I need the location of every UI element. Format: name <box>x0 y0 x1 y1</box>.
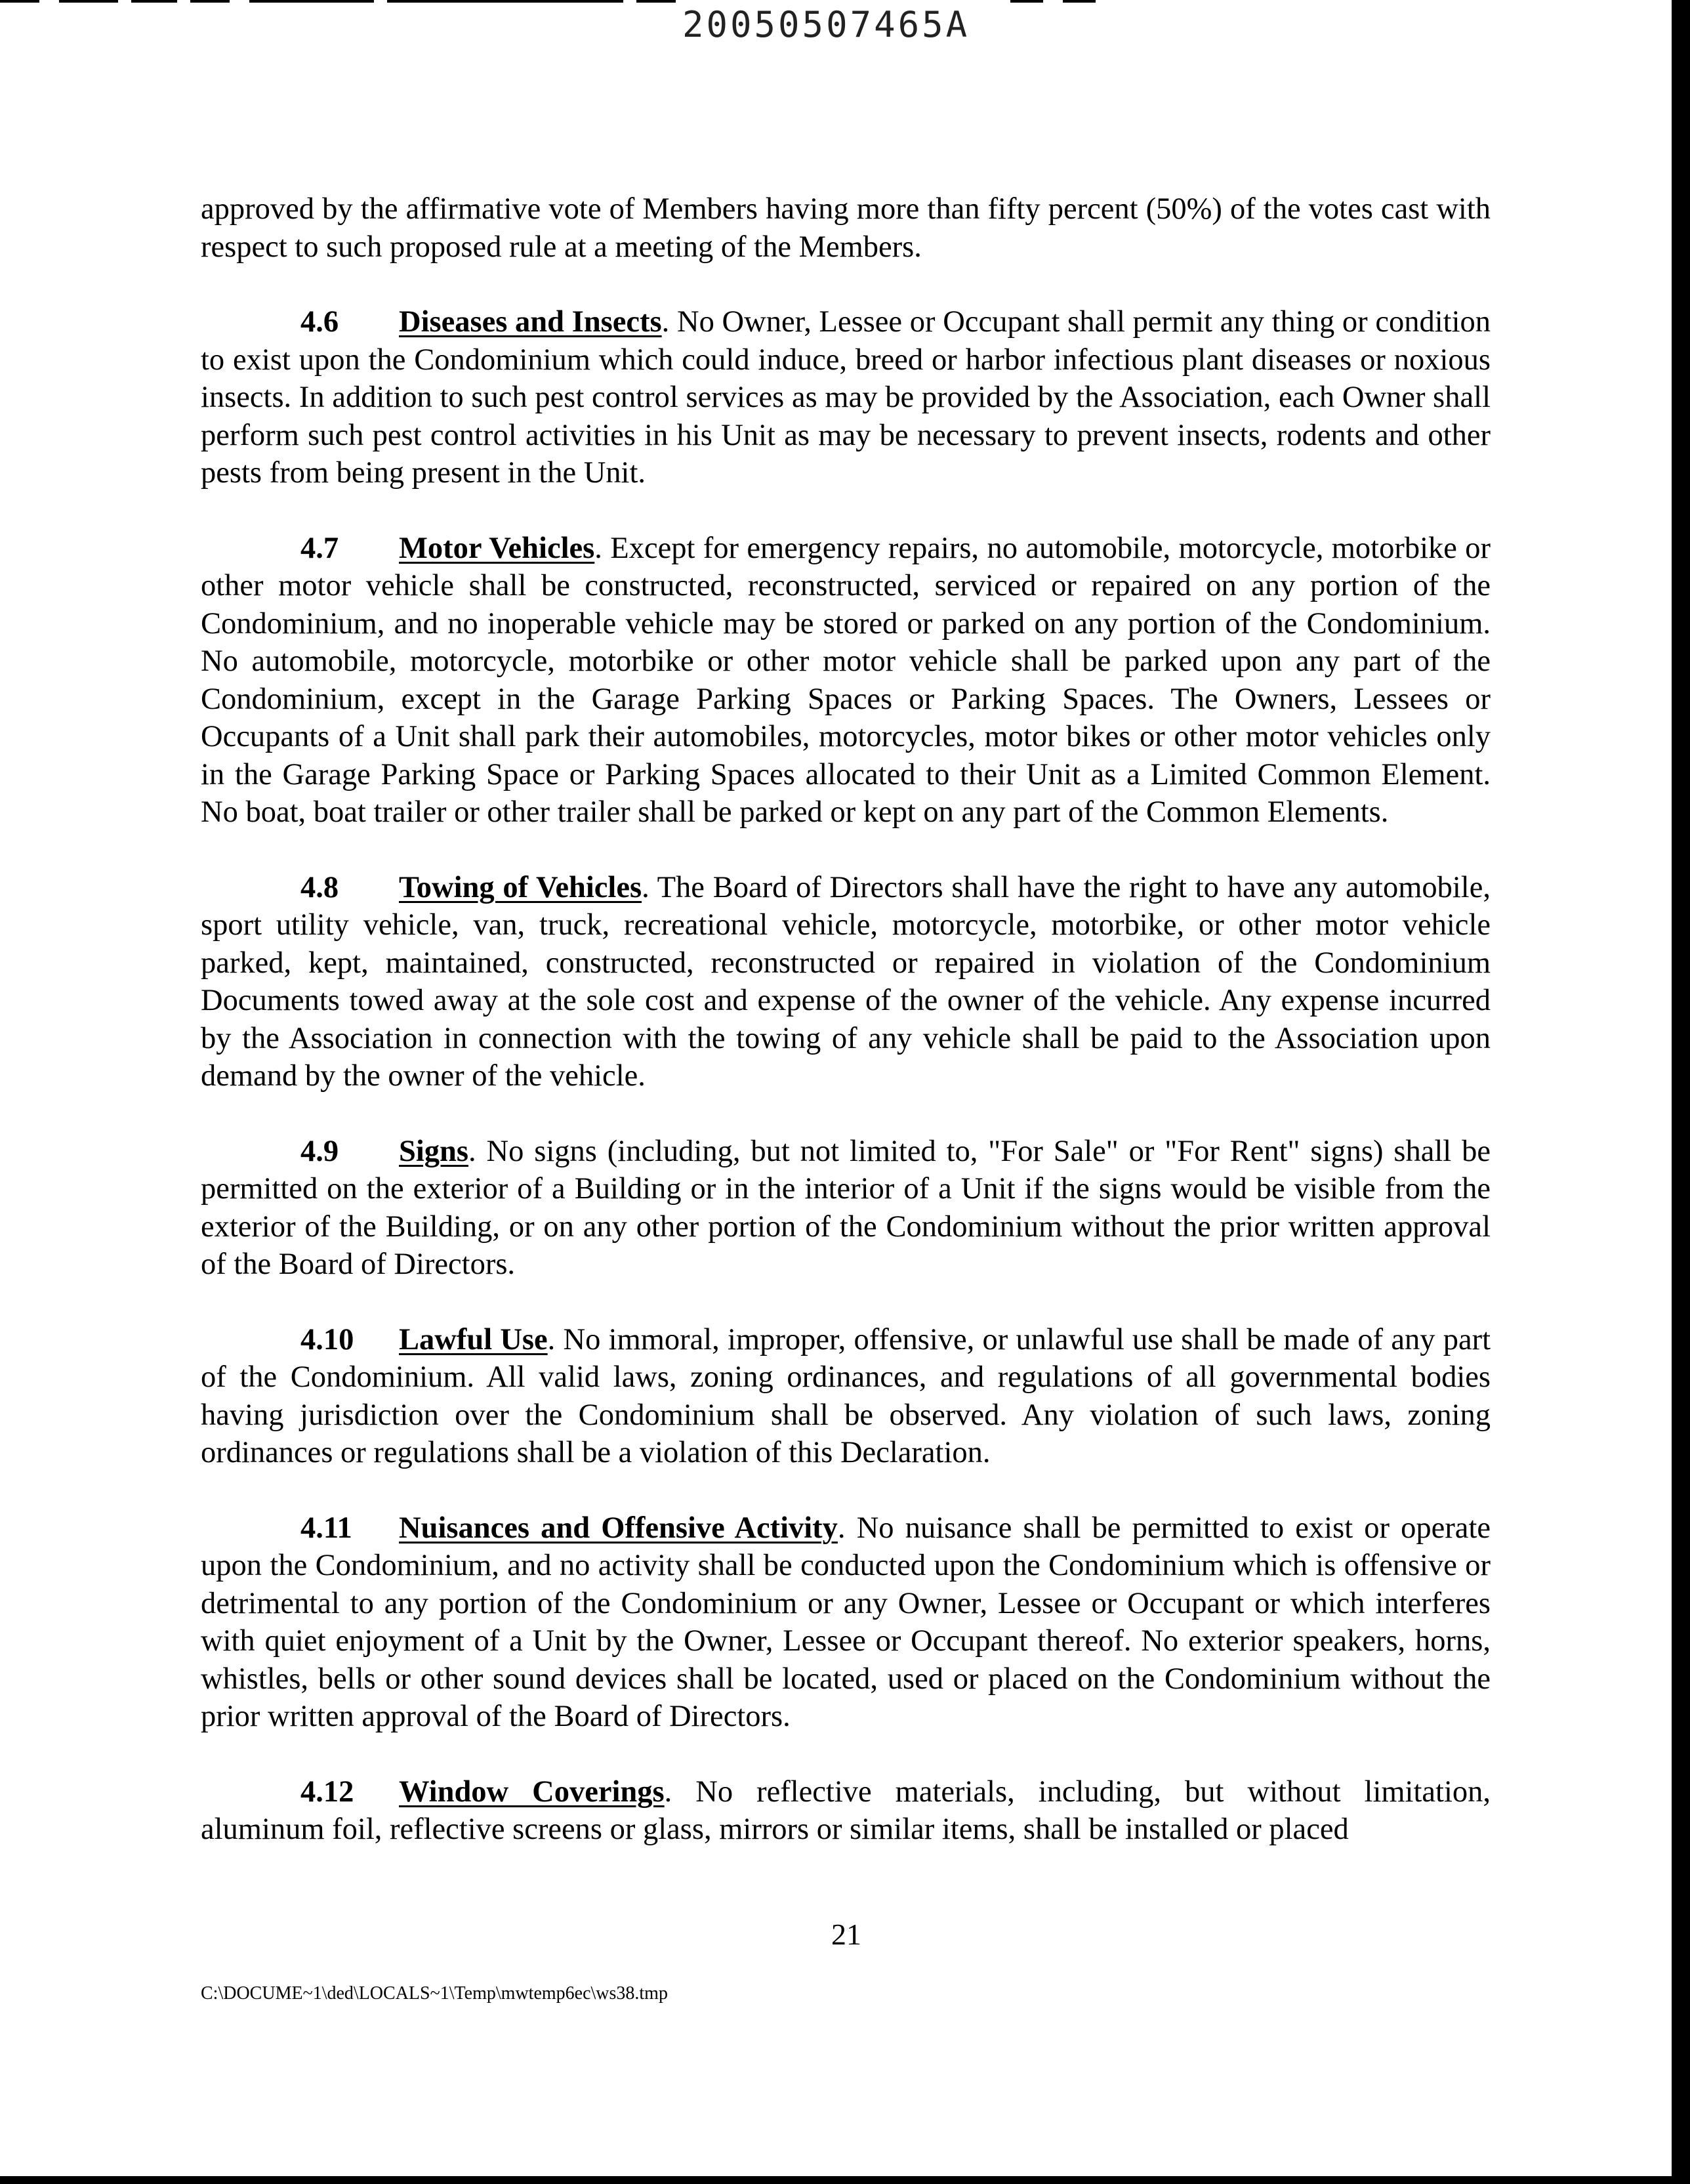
section-text: . The Board of Directors shall have the right to have any automobile, sport utility vehicle, van, truck, recreational vehicle, motorcycle, motorbike, or other motor vehicle parked, kept, maintained, constructed, reconstructed or repaired in violation of the Condominium Documents towed away at the sole cost and expense of the owner of the vehicle. Any expense incurred by the Association in connection with the towing of any vehicle shall be paid to the Association upon demand by the owner of the vehicle. <box>201 870 1491 1093</box>
section-text: . Except for emergency repairs, no automobile, motorcycle, motorbike or other motor vehicle shall be constructed, reconstructed, serviced or repaired on any portion of the Condominium, and no inoperable vehicle may be stored or parked on any portion of the Condominium. No automobile, motorcycle, motorbike or other motor vehicle shall be parked upon any part of the Condominium, except in the Garage Parking Spaces or Parking Spaces. The Owners, Lessees or Occupants of a Unit shall park their automobiles, motorcycles, motor bikes or other motor vehicles only in the Garage Parking Space or Parking Spaces allocated to their Unit as a Limited Common Element. No boat, boat trailer or other trailer shall be parked or kept on any part of the Common Elements. <box>201 531 1491 829</box>
document-body <box>201 190 1491 1886</box>
section-title: Window Coverings <box>399 1774 665 1809</box>
section-4-6 <box>201 303 1491 492</box>
section-4-10 <box>201 1321 1491 1472</box>
section-title: Nuisances and Offensive Activity <box>399 1511 838 1545</box>
section-4-9 <box>201 1133 1491 1284</box>
section-title: Motor Vehicles <box>399 531 595 565</box>
file-path: C:\DOCUME~1\ded\LOCALS~1\Temp\mwtemp6ec\ws38.tmp <box>201 1983 668 2004</box>
section-text: . No immoral, improper, offensive, or unlawful use shall be made of any part of the Condominium. All valid laws, zoning ordinances, and regulations of all governmental bodies having jurisdiction over the Condominium shall be observed. Any violation of such laws, zoning ordinances or regulations shall be a violation of this Declaration. <box>201 1322 1491 1469</box>
section-number: 4.8 <box>300 870 339 904</box>
section-number: 4.6 <box>300 305 339 339</box>
section-4-11 <box>201 1509 1491 1736</box>
section-title: Towing of Vehicles <box>399 870 642 904</box>
scan-right-border <box>1672 0 1690 2184</box>
section-title: Signs <box>399 1134 468 1168</box>
scan-bottom-border <box>0 2176 1690 2184</box>
section-4-7 <box>201 530 1491 831</box>
section-4-12 <box>201 1773 1491 1849</box>
section-text: . No signs (including, but not limited to, "For Sale" or "For Rent" signs) shall be permitted on the exterior of a Building or in the interior of a Unit if the signs would be visible from the exterior of the Building, or on any other portion of the Condominium without the prior written approval of the Board of Directors. <box>201 1134 1491 1281</box>
section-text: . No Owner, Lessee or Occupant shall permit any thing or condition to exist upon the Condominium which could induce, breed or harbor infectious plant diseases or noxious insects. In addition to such pest control services as may be provided by the Association, each Owner shall perform such pest control activities in his Unit as may be necessary to prevent insects, rodents and other pests from being present in the Unit. <box>201 305 1491 490</box>
section-number: 4.12 <box>300 1774 354 1809</box>
section-number: 4.9 <box>300 1134 339 1168</box>
intro-paragraph: approved by the affirmative vote of Members having more than fifty percent (50%) of the votes cast with respect to such proposed rule at a meeting of the Members. <box>201 192 1491 264</box>
section-number: 4.10 <box>300 1322 354 1356</box>
page-number: 21 <box>831 1918 861 1951</box>
section-number: 4.11 <box>300 1511 352 1545</box>
section-4-8 <box>201 869 1491 1095</box>
section-title: Lawful Use <box>399 1322 548 1356</box>
section-text: . No nuisance shall be permitted to exist or operate upon the Condominium, and no activity shall be conducted upon the Condominium which is offensive or detrimental to any portion of the Condominium or any Owner, Lessee or Occupant or which interferes with quiet enjoyment of a Unit by the Owner, Lessee or Occupant thereof. No exterior speakers, horns, whistles, bells or other sound devices shall be located, used or placed on the Condominium without the prior written approval of the Board of Directors. <box>201 1511 1491 1733</box>
document-number: 20050507465A <box>682 4 970 45</box>
section-title: Diseases and Insects <box>399 305 662 339</box>
section-number: 4.7 <box>300 531 339 565</box>
section-text: . No reflective materials, including, but without limitation, aluminum foil, reflective screens or glass, mirrors or similar items, shall be installed or placed <box>201 1774 1491 1846</box>
